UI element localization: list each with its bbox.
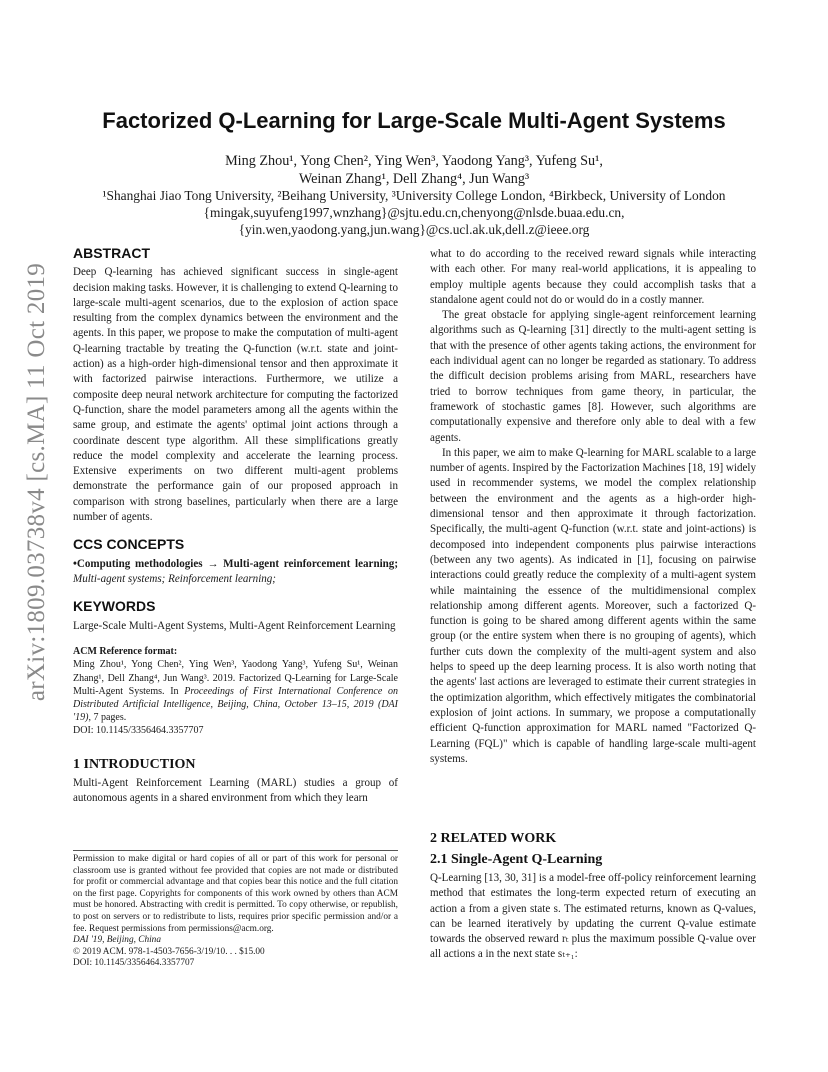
arxiv-identifier: [20, 262, 54, 702]
ccs-bold: •Computing methodologies → Multi-agent reinforcement learning;: [73, 557, 398, 570]
right-paragraph-4: Q-Learning [13, 30, 31] is a model-free off-policy reinforcement learning method that estimates the long-term expected return of executing an action a from a given state s. The estimated returns, known as Q-values, can be learned iteratively by updating the current Q-value estimate towards the observed reward rₜ plus the maximum possible Q-value over all actions a in the next state sₜ₊₁:: [430, 872, 756, 961]
right-paragraph-2: The great obstacle for applying single-agent reinforcement learning algorithms such as Q-learning [31] directly to the multi-agent setting is that with the presence of other agents taking actions, the environment for each individual agent can no longer be regarded as stationary. To address the difficult decision problems arising from MARL, researchers have tried to borrow techniques from game theory, in particular, the framework of stochastic games [8]. However, such algorithms are computationally expensive and therefore only able to deal with a few agents.: [430, 309, 756, 444]
intro-heading: 1 INTRODUCTION: [73, 756, 196, 772]
reference-tail: 7 pages.: [90, 712, 127, 724]
abstract-text: Deep Q-learning has achieved significant success in single-agent decision making tasks. However, it is challenging to extend Q-learning to large-scale multi-agent scenarios, due to the explosion of action space resulting from the complex dynamics between the environment and the agents. In this paper, we propose to make the computation of multi-agent Q-learning tractable by treating the Q-function (w.r.t. state and joint-action) as a high-order high-dimensional tensor and then approximate it with factorized pairwise interactions. Furthermore, we utilize a composite deep neural network architecture for computing the factorized Q-function, share the model parameters among all the agents within the same group, and estimate the agents' optimal joint actions through a coordinate descent type algorithm. All these simplifications greatly reduce the model complexity and accelerate the learning process. Extensive experiments on two different multi-agent problems demonstrate the performance gain of our proposed approach in comparison with strong baselines, particularly when there are a large number of agents.: [73, 266, 398, 524]
ccs-italic: Multi-agent systems; Reinforcement learning;: [73, 572, 276, 585]
right-column: [430, 247, 756, 767]
related-work-heading: 2 RELATED WORK: [430, 831, 557, 846]
ccs-text: [73, 557, 398, 588]
affiliations: ¹Shanghai Jiao Tong University, ²Beihang University, ³University College London, ⁴Birkbeck, University of London: [102, 188, 726, 203]
single-agent-q-heading: 2.1 Single-Agent Q-Learning: [430, 852, 603, 867]
intro-text: Multi-Agent Reinforcement Learning (MARL) studies a group of autonomous agents in a shared environment from which they learn: [73, 776, 398, 805]
emails: {mingak,suyufeng1997,wnzhang}@sjtu.edu.cn,chenyong@nlsde.buaa.edu.cn,{yin.wen,yaodong.yang,jun.wang}@cs.ucl.ak.uk,dell.z@ieee.org: [203, 205, 625, 237]
footnote-copyright: © 2019 ACM. 978-1-4503-7656-3/19/10. . . $15.00: [73, 946, 265, 957]
reference-heading: ACM Reference format:: [73, 645, 178, 657]
paper-title: Factorized Q-Learning for Large-Scale Multi-Agent Systems: [102, 108, 726, 133]
footnote: [73, 854, 398, 970]
reference-italic: Proceedings of First International Conference on Distributed Artificial Intelligence, Beijing, China, October 13–15, 2019 (DAI '19),: [73, 685, 398, 724]
permission-text: Permission to make digital or hard copies of all or part of this work for personal or classroom use is granted without fee provided that copies are not made or distributed for profit or commercial advantage and that copies bear this notice and the full citation on the first page. Copyrights for components of this work owned by others than ACM must be honored. Abstracting with credit is permitted. To copy otherwise, or republish, to post on servers or to redistribute to lists, requires prior specific permission and/or a fee. Request permissions from permissions@acm.org.: [73, 854, 398, 934]
right-column-bottom: [430, 871, 756, 963]
footnote-doi: DOI: 10.1145/3356464.3357707: [73, 958, 195, 969]
footnote-venue: DAI '19, Beijing, China: [73, 935, 161, 946]
footnote-rule: [73, 850, 398, 851]
arxiv-id-text: arXiv:1809.03738v4 [cs.MA] 11 Oct 2019: [23, 262, 50, 702]
reference-text: [73, 658, 398, 724]
author-line-2: Weinan Zhang¹, Dell Zhang⁴, Jun Wang³: [298, 171, 530, 187]
abstract-heading: ABSTRACT: [73, 245, 150, 261]
keywords-heading: KEYWORDS: [73, 598, 156, 615]
right-paragraph-3: In this paper, we aim to make Q-learning for MARL scalable to a large number of agents. Inspired by the Factorization Machines [18, 19] widely used in recommender systems, we model the complex relationship between the environment and the agents as a high-order high-dimensional tensor and then approximate it through factorization. Specifically, the multi-agent Q-function (w.r.t. state and joint-actions) is decomposed into independent components plus pairwise interactions (between any two agents). As indicated in [1], focusing on pairwise interactions could greatly reduce the complexity of a multi-agent system while maintaining the essence of the multidimensional complex relationship among different agents. Moreover, such a factorized Q-function is going to be shared among different agents within the same group (or the entire system when there is no grouping of agents), which further cuts down the complexity of the multi-agent system and also helps to speed up the deep learning process. It is also worth noting that the agents' last actions are leveraged to estimate their current strategies in the optimization algorithm, which effectively mitigates the combinatorial explosion of joint actions. In summary, we propose a computationally efficient Q-function approximation for MARL named "Factorized Q-Learning (FQL)" which is capable of handling large-scale multi-agent systems.: [430, 446, 756, 765]
keywords-text: Large-Scale Multi-Agent Systems, Multi-Agent Reinforcement Learning: [73, 619, 396, 632]
reference-plain: Ming Zhou¹, Yong Chen², Ying Wen³, Yaodong Yang³, Yufeng Su¹, Weinan Zhang¹, Dell Zhang⁴, Jun Wang³. 2019. Factorized Q-Learning for Large-Scale Multi-Agent Systems. In: [73, 659, 398, 697]
reference-doi: DOI: 10.1145/3356464.3357707: [73, 725, 204, 737]
author-line-1: Ming Zhou¹, Yong Chen², Ying Wen³, Yaodong Yang³, Yufeng Su¹,: [225, 153, 603, 169]
right-paragraph-1: what to do according to the received reward signals while interacting with each other. For many real-world applications, it is appealing to employ multiple agents because they could accomplish tasks that a standalone agent could not do or would do in a costly manner.: [430, 248, 756, 306]
ccs-heading: CCS CONCEPTS: [73, 536, 185, 553]
left-column: [73, 246, 398, 807]
